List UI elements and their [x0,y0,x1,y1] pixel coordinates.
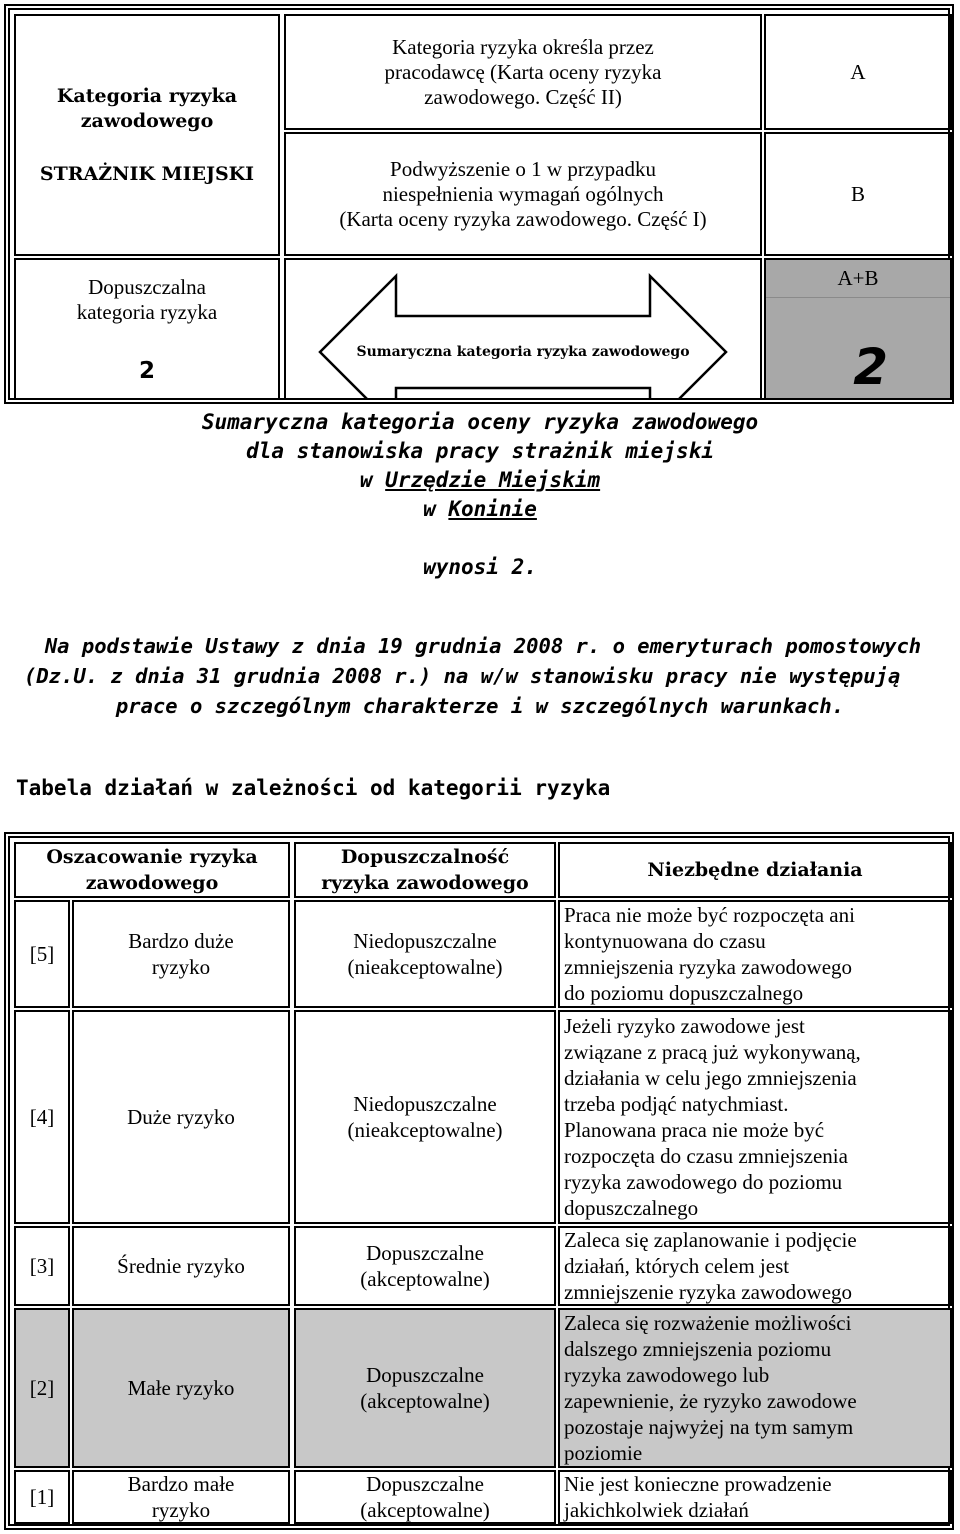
summary-line1: Sumaryczna kategoria oceny ryzyka zawodowego [201,410,759,434]
risk-actions-table [4,832,954,1530]
summary-line3-link: Urzędzie Miejskim [385,468,601,492]
row4-action-line: Jeżeli ryzyko zawodowe jest [564,1014,805,1038]
row5-name-line1: Bardzo duże [128,929,234,953]
b-desc-line3: (Karta oceny ryzyka zawodowego. Część I) [339,206,707,231]
category-label-line1: Kategoria ryzyka [56,84,238,107]
row5-acc-line2: (nieakceptowalne) [347,955,503,979]
allowed-value: 2 [138,357,155,384]
row3-action-line: zmniejszenie ryzyka zawodowego [564,1280,853,1304]
allowed-category-cell [14,258,280,400]
a-desc-line2: pracodawcę (Karta oceny ryzyka [384,59,662,84]
category-label-line2: zawodowego [80,109,214,132]
row1-action-line: jakichkolwiek działań [564,1498,749,1522]
summary-line3 [0,466,960,495]
summary-line4 [0,495,960,524]
arrow-cell [284,258,762,400]
row4-level [14,1010,70,1224]
b-desc-line1: Podwyższenie o 1 w przypadku [390,156,656,181]
b-value-cell [764,132,952,256]
row2-action-line: pozostaje najwyżej na tym samym [564,1415,854,1439]
row2-action-line: poziomie [564,1441,643,1465]
a-description-cell [284,14,762,130]
row3-name [72,1226,290,1306]
row2-action-line: Zaleca się rozważenie możliwości [564,1311,852,1335]
row1-level-text: [1] [29,1485,55,1509]
row1-acceptability [294,1470,556,1524]
a-desc-line3: zawodowego. Część II) [424,84,622,109]
row3-level [14,1226,70,1306]
row2-name [72,1308,290,1468]
a-desc-line1: Kategoria ryzyka określa przez [392,34,654,59]
row5-level-text: [5] [29,942,55,966]
row5-action-line: Praca nie może być rozpoczęta ani [564,903,855,927]
row5-actions [558,900,952,1008]
row4-name-line1: Duże ryzyko [127,1105,235,1129]
b-description-cell [284,132,762,256]
row2-action-line: ryzyka zawodowego lub [564,1363,770,1387]
row4-acc-line1: Niedopuszczalne [353,1092,497,1116]
row2-acceptability [294,1308,556,1468]
header-acceptability-line1: Dopuszczalność [340,846,510,868]
header-acceptability [294,842,556,898]
table-title: Tabela działań w zależności od kategorii ryzyka [16,776,611,800]
law-line2: (Dz.U. z dnia 31 grudnia 2008 r.) na w/w stanowisku pracy nie występują [24,664,901,688]
row4-name [72,1010,290,1224]
law-line1: Na podstawie Ustawy z dnia 19 grudnia 2008 r. o emeryturach pomostowych [44,634,922,658]
row1-level [14,1470,70,1524]
row3-action-line: działań, których celem jest [564,1254,790,1278]
row4-action-line: działania w celu jego zmniejszenia [564,1066,857,1090]
row1-action-line: Nie jest konieczne prowadzenie [564,1472,832,1496]
row5-acc-line1: Niedopuszczalne [353,929,497,953]
row2-action-line: dalszego zmniejszenia poziomu [564,1337,832,1361]
row5-name-line2: ryzyko [151,955,211,979]
row3-acc-line2: (akceptowalne) [360,1267,490,1291]
row4-level-text: [4] [29,1105,55,1129]
double-arrow-icon [286,260,760,398]
a-value: A [850,59,866,84]
header-assessment [14,842,290,898]
row5-acceptability [294,900,556,1008]
row4-acc-line2: (nieakceptowalne) [347,1118,503,1142]
allowed-label-line1: Dopuszczalna [88,274,206,299]
summary-line4-link: Koninie [448,497,537,521]
row1-actions [558,1470,952,1524]
arrow-label: Sumaryczna kategoria ryzyka zawodowego [356,344,690,360]
b-value: B [850,181,865,206]
summary-line3-prefix: w [359,468,386,492]
sum-label: A+B [766,260,950,298]
row2-action-line: zapewnienie, że ryzyko zawodowe [564,1389,857,1413]
row4-action-line: rozpoczęta do czasu zmniejszenia [564,1144,848,1168]
row2-name-line1: Małe ryzyko [127,1376,235,1400]
row3-level-text: [3] [29,1254,55,1278]
row1-name-line1: Bardzo małe [127,1472,235,1496]
row4-actions [558,1010,952,1224]
row4-action-line: związane z pracą już wykonywaną, [564,1040,861,1064]
row2-acc-line2: (akceptowalne) [360,1389,490,1413]
position-name: STRAŻNIK MIEJSKI [39,162,255,185]
b-desc-line2: niespełnienia wymagań ogólnych [382,181,664,206]
risk-category-box [4,4,954,404]
row2-level-text: [2] [29,1376,55,1400]
row3-name-line1: Średnie ryzyko [117,1254,245,1278]
row1-acc-line2: (akceptowalne) [360,1498,490,1522]
row1-name-line2: ryzyko [151,1498,211,1522]
row3-acceptability [294,1226,556,1306]
law-line3: prace o szczególnym charakterze i w szczególnych warunkach. [115,694,845,718]
a-value-cell [764,14,952,130]
row1-name [72,1470,290,1524]
row5-action-line: zmniejszenia ryzyka zawodowego [564,955,853,979]
row4-acceptability [294,1010,556,1224]
row5-level [14,900,70,1008]
row2-acc-line1: Dopuszczalne [366,1363,484,1387]
category-label-cell [14,14,280,256]
row5-name [72,900,290,1008]
summary-result: wynosi 2. [423,555,537,579]
row5-action-line: do poziomu dopuszczalnego [564,981,804,1005]
header-assessment-line2: zawodowego [85,872,219,894]
row4-action-line: ryzyka zawodowego do poziomu [564,1170,843,1194]
allowed-label-line2: kategoria ryzyka [76,299,218,324]
header-actions [558,842,952,898]
row4-action-line: Planowana praca nie może być [564,1118,825,1142]
header-assessment-line1: Oszacowanie ryzyka [46,846,258,868]
row2-actions [558,1308,952,1468]
header-acceptability-line2: ryzyka zawodowego [321,872,529,894]
summary-line4-prefix: w [423,497,449,521]
row4-action-line: dopuszczalnego [564,1196,699,1220]
row5-action-line: kontynuowana do czasu [564,929,766,953]
header-actions-label: Niezbędne działania [647,859,863,881]
summary-line2: dla stanowiska pracy strażnik miejski [246,439,714,463]
sum-value: 2 [853,338,888,396]
row3-acc-line1: Dopuszczalne [366,1241,484,1265]
sum-cell [764,258,952,400]
row2-level [14,1308,70,1468]
row4-action-line: trzeba podjąć natychmiast. [564,1092,789,1116]
row3-action-line: Zaleca się zaplanowanie i podjęcie [564,1228,857,1252]
row3-actions [558,1226,952,1306]
row1-acc-line1: Dopuszczalne [366,1472,484,1496]
